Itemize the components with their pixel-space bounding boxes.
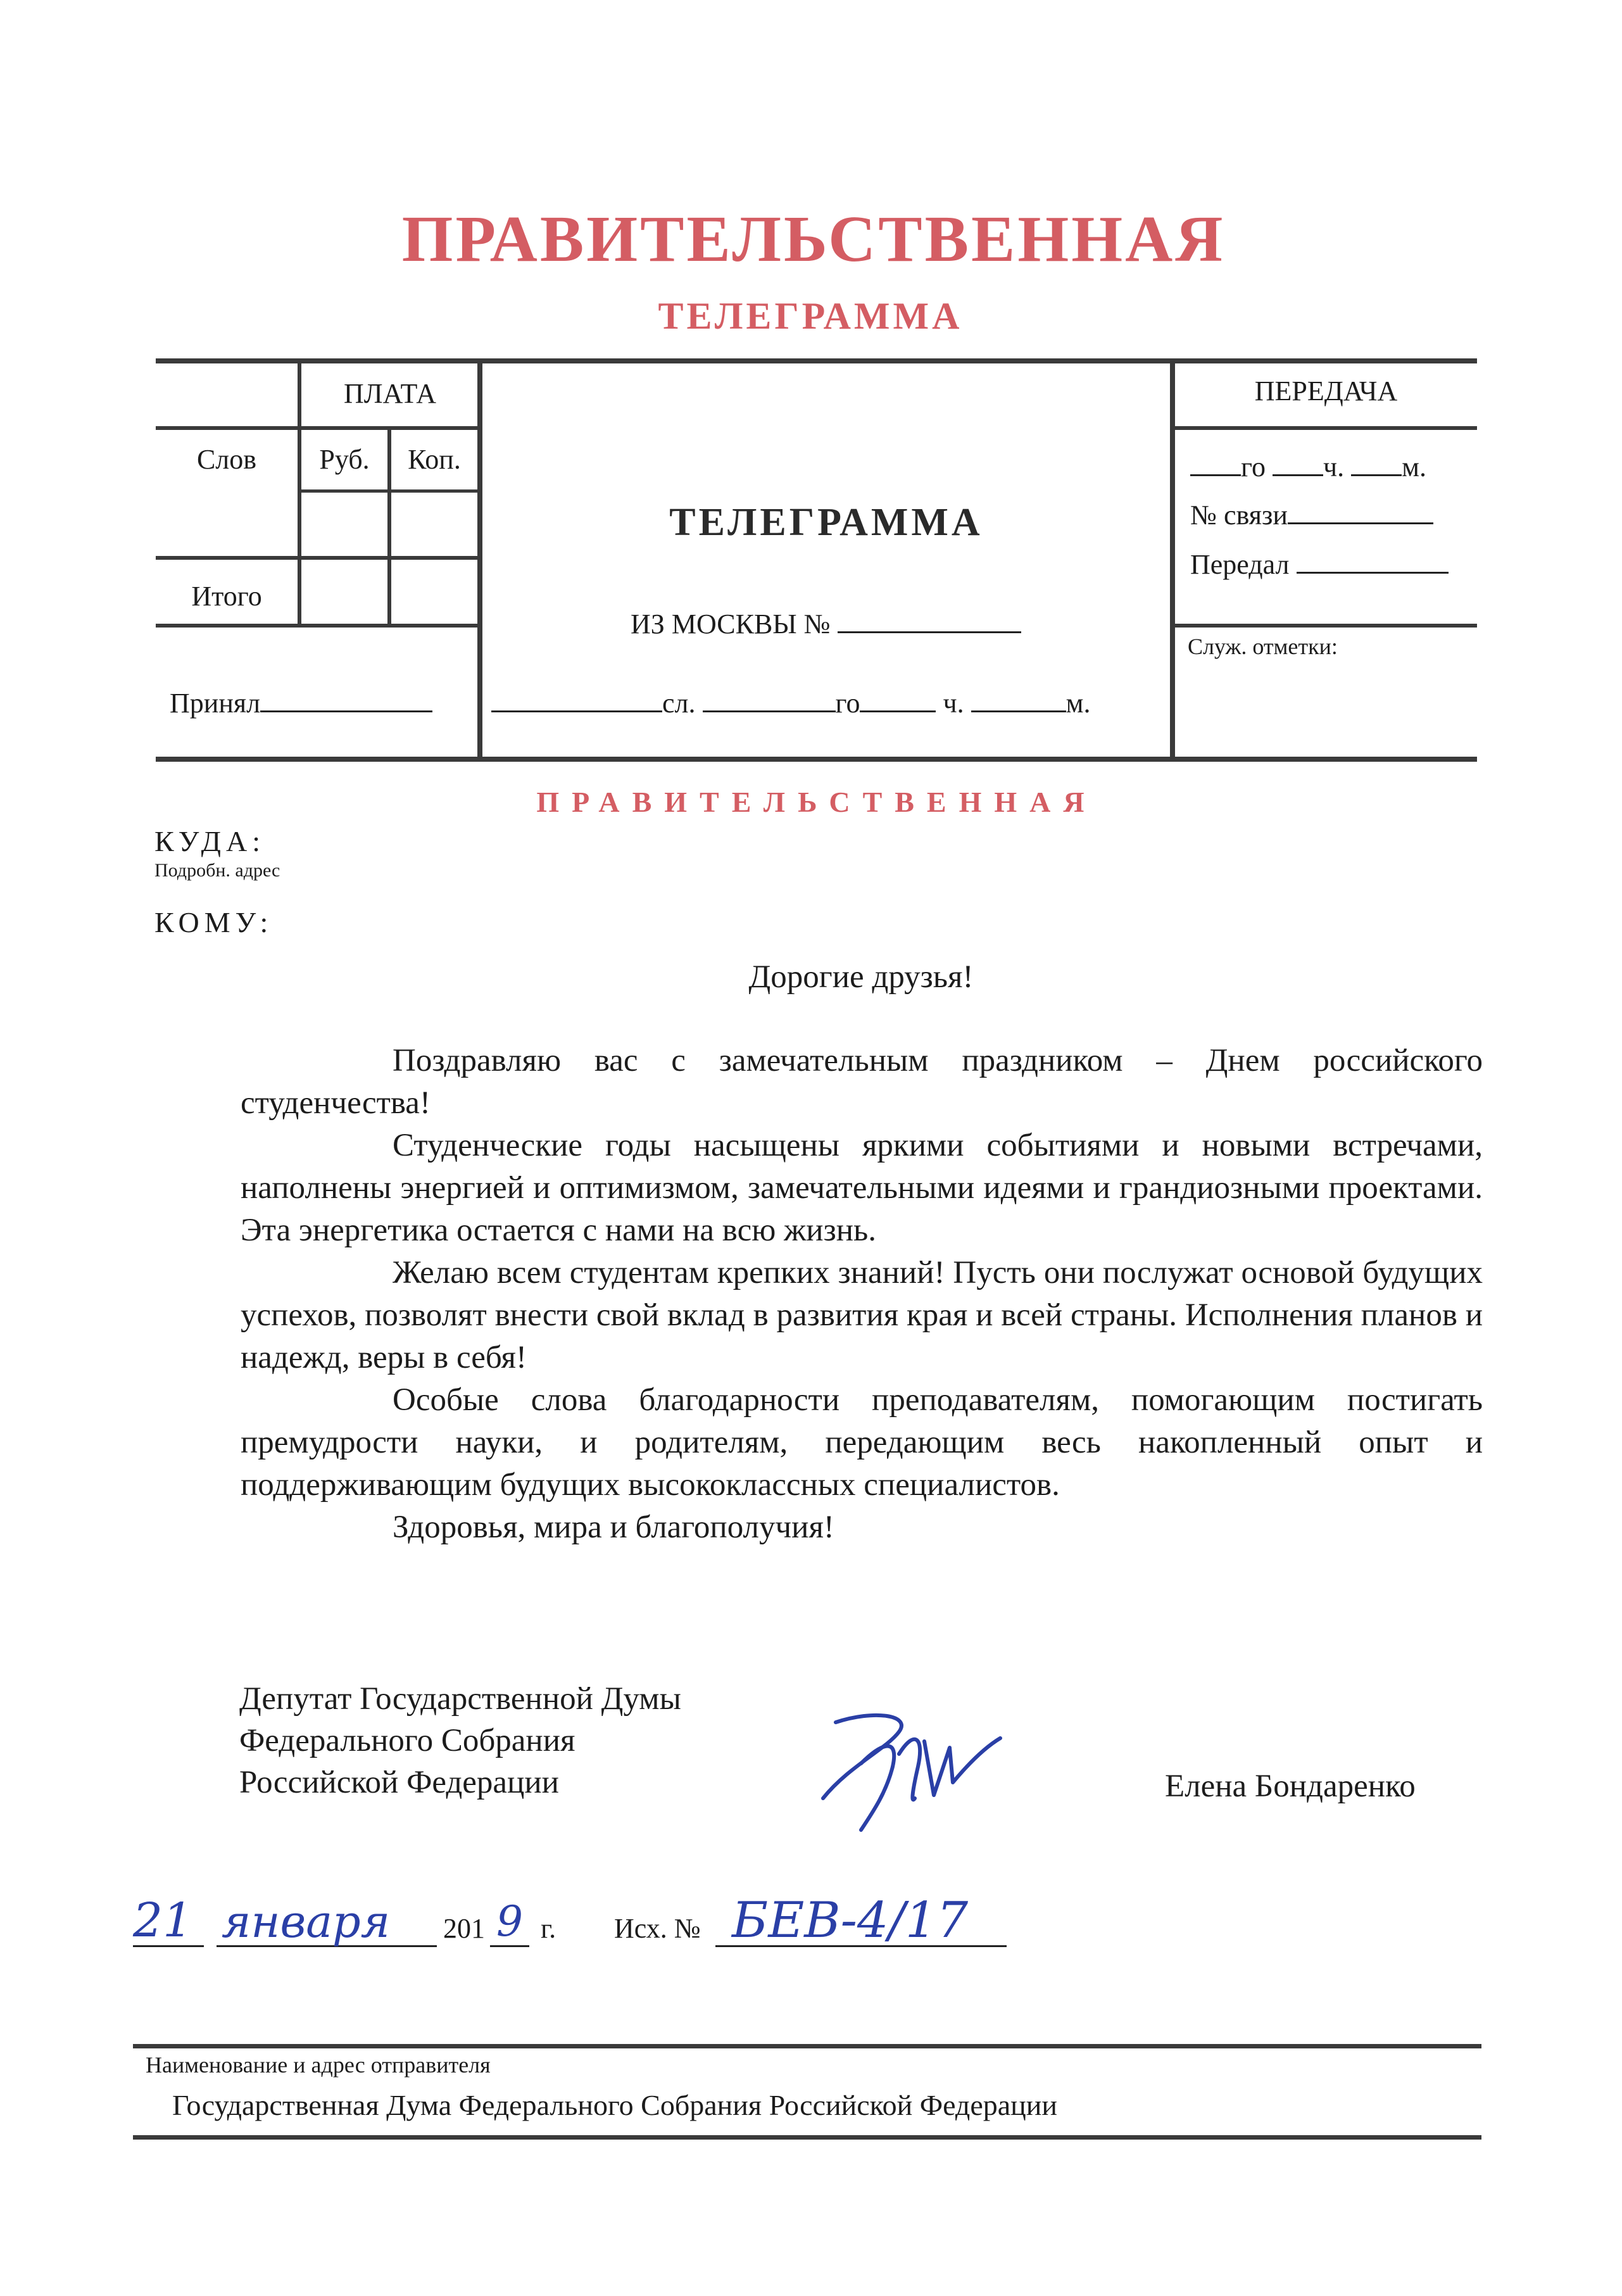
kop-label: Коп. (408, 444, 461, 475)
rub-label: Руб. (319, 444, 370, 475)
signer-position-line: Депутат Государственной Думы (239, 1681, 681, 1717)
iz-moskvy-field (631, 608, 1021, 640)
peredacha-ch-label: ч. (1323, 451, 1345, 483)
ref-label: Исх. № (614, 1913, 701, 1944)
transmission-time-field (491, 687, 1090, 719)
form-divider-right (1170, 358, 1175, 762)
form-bottom-border (156, 757, 1477, 762)
go-label: го (835, 688, 860, 719)
signer-position-line: Федерального Собрания (239, 1723, 575, 1758)
iz-moskvy-label: ИЗ МОСКВЫ № (631, 609, 831, 640)
slov-label: Слов (196, 444, 257, 475)
date-year-digit: 9 (496, 1897, 523, 1946)
signer-name: Елена Бондаренко (1165, 1769, 1416, 1804)
signer-position-line: Российской Федерации (239, 1765, 559, 1800)
peredacha-m-label: м. (1402, 451, 1426, 483)
letter-paragraph: Поздравляю вас с замечательным праздником – Днем российского студенчества! (241, 1043, 1483, 1121)
plata-row-line (156, 426, 480, 430)
sender-top-border (133, 2044, 1481, 2048)
handwritten-signature (804, 1703, 1019, 1843)
nomer-svyazi-label: № связи (1190, 500, 1288, 531)
prinyal-field (170, 687, 432, 719)
podrobn-adres-label: Подробн. адрес (154, 860, 280, 881)
peredacha-go-label: го (1241, 451, 1266, 483)
prinyal-label: Принял (170, 688, 261, 719)
peredacha-time-field (1190, 451, 1426, 483)
letter-paragraph: Желаю всем студентам крепких знаний! Пусть они послужат основой будущих успехов, позволят внести свой вклад в развития края и всей страны. Исполнения планов и надежд, веры в себя! (241, 1255, 1483, 1375)
itogo-bottom-line (156, 624, 480, 628)
letter-greeting: Дорогие друзья! (748, 959, 974, 995)
kuda-label: КУДА: (154, 825, 266, 857)
peredacha-label: ПЕРЕДАЧА (1254, 375, 1398, 407)
letter-paragraph: Здоровья, мира и благополучия! (393, 1510, 834, 1545)
ch-label: ч. (943, 688, 964, 719)
nomer-svyazi-field (1190, 499, 1433, 531)
form-top-border (156, 358, 1477, 363)
letter-paragraph: Особые слова благодарности преподавателям, помогающим постигать премудрости науки, и родителям, передающим весь накопленный опыт и поддерживающим будущих высококлассных специалистов. (241, 1382, 1483, 1503)
komu-label: КОМУ: (154, 906, 273, 938)
sender-bottom-border (133, 2135, 1481, 2140)
dateline (133, 1887, 1019, 1969)
form-title: ПРАВИТЕЛЬСТВЕННАЯ (401, 203, 1226, 275)
slov-row-line (298, 489, 480, 493)
itogo-row-line (156, 556, 480, 560)
sender-label: Наименование и адрес отправителя (146, 2052, 491, 2078)
sl-label: сл. (662, 688, 696, 719)
pravitelstvennaya-banner: ПРАВИТЕЛЬСТВЕННАЯ (536, 786, 1097, 818)
itogo-label: Итого (191, 581, 262, 612)
date-month: января (222, 1896, 391, 1948)
letter-paragraph: Студенческие годы насыщены яркими событиями и новыми встречами, наполнены энергией и оптимизмом, замечательными идеями и грандиозными проектами. Эта энергетика остается с нами на всю жизнь. (241, 1128, 1483, 1248)
date-year-prefix: 201 (443, 1913, 485, 1944)
peredal-field (1190, 548, 1449, 581)
form-divider-left (477, 358, 482, 762)
form-subtitle: ТЕЛЕГРАММА (658, 295, 963, 337)
ref-number: БЕВ-4/17 (732, 1892, 969, 1949)
sluzh-row-line (1172, 624, 1477, 628)
signer-position (239, 1678, 681, 1803)
peredacha-row-line (1172, 426, 1477, 430)
date-day: 21 (133, 1893, 193, 1948)
sender-value: Государственная Дума Федерального Собрания Российской Федерации (172, 2089, 1058, 2121)
letter-body (241, 1040, 1483, 1549)
sluzh-otmetki-label: Служ. отметки: (1188, 634, 1338, 659)
peredal-label: Передал (1190, 549, 1290, 580)
plata-label: ПЛАТА (344, 378, 436, 409)
center-title: ТЕЛЕГРАММА (669, 501, 983, 544)
m-label: м. (1066, 688, 1091, 719)
date-year-suffix: г. (541, 1913, 556, 1944)
